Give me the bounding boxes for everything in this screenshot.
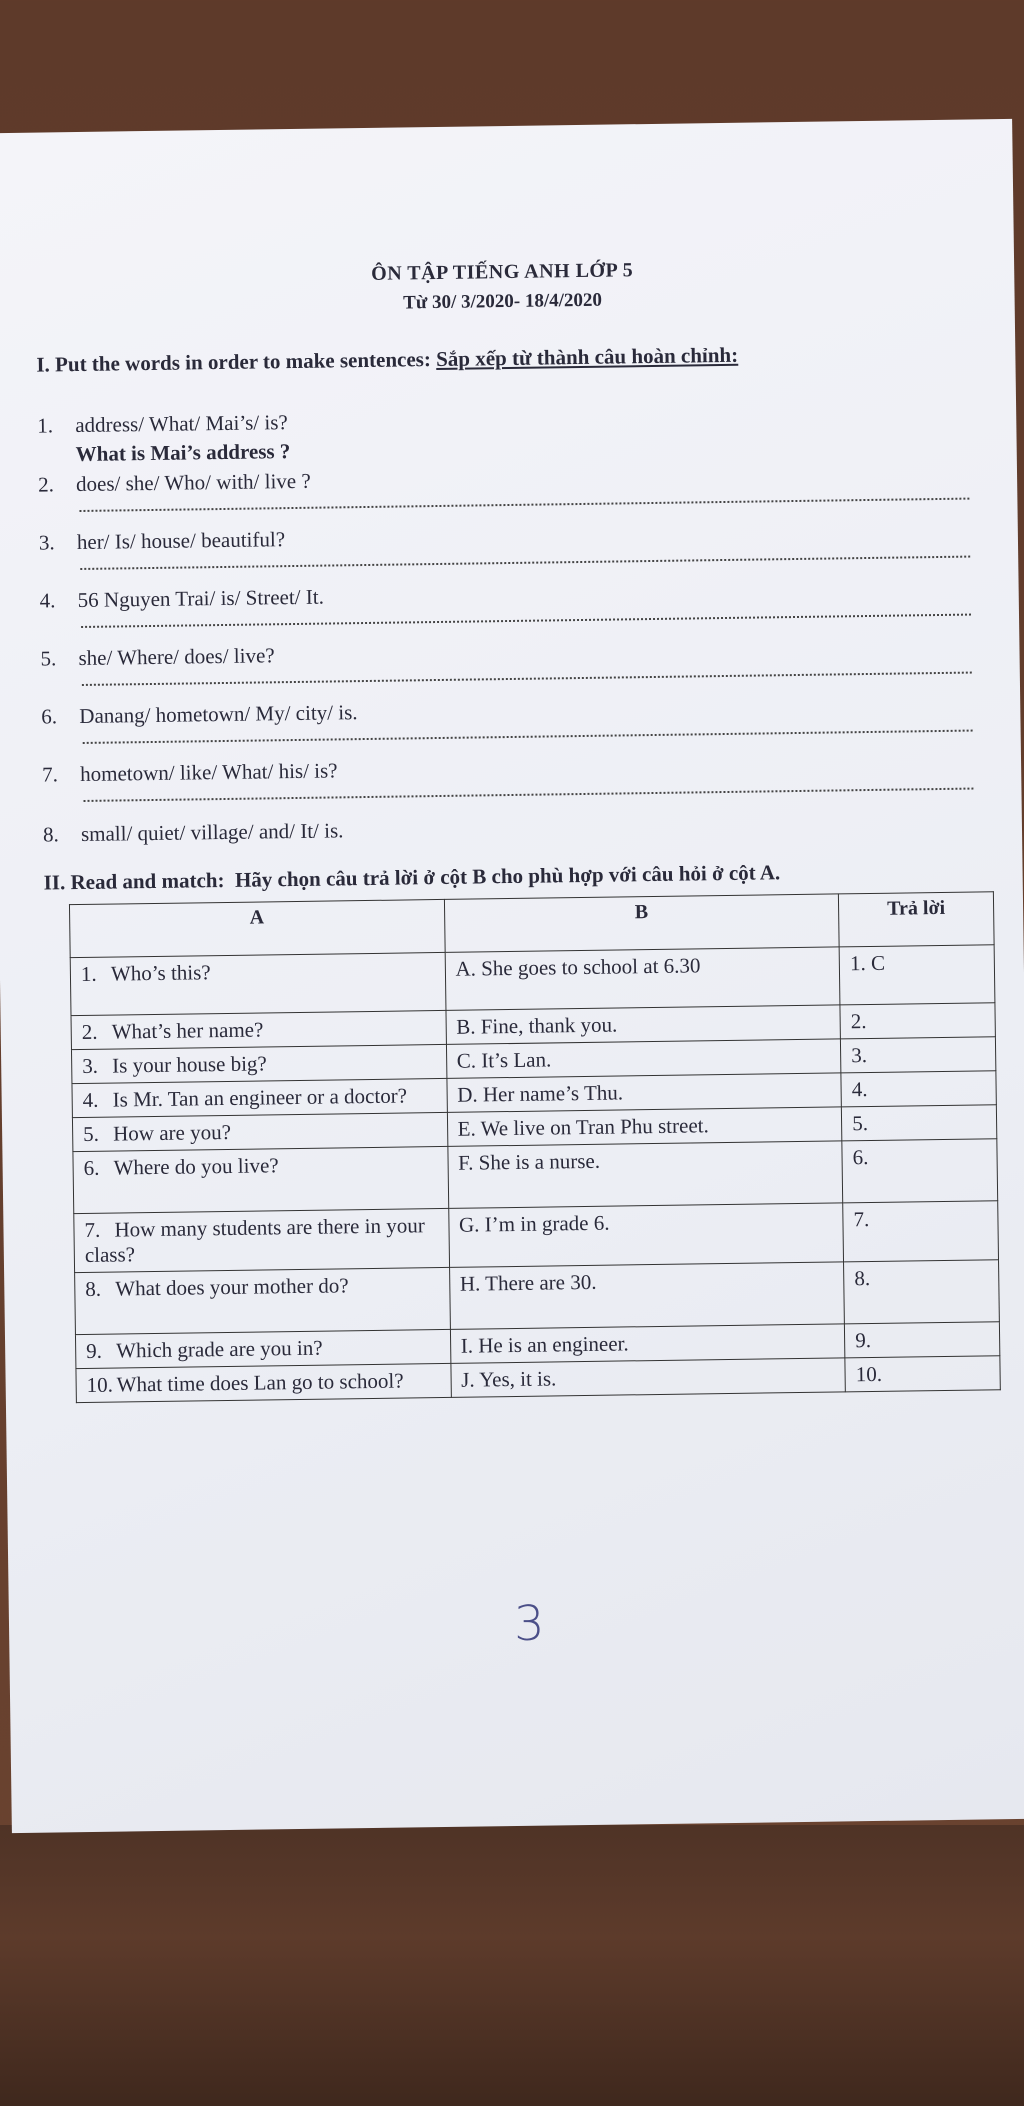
question-text: What time does Lan go to school? xyxy=(116,1368,404,1397)
item-text: address/ What/ Mai’s/ is? xyxy=(75,410,288,438)
question-number: 1. xyxy=(80,961,97,987)
item-number: 6. xyxy=(41,704,58,729)
question-text: Where do you live? xyxy=(113,1153,279,1180)
answer-cell[interactable]: 2. xyxy=(840,1003,995,1039)
option-cell: E. We live on Tran Phu street. xyxy=(447,1107,842,1147)
section-2-heading-en: II. Read and match: xyxy=(43,868,225,895)
section-2-heading-vi: Hãy chọn câu trả lời ở cột B cho phù hợp với câu hỏi ở cột A. xyxy=(234,860,781,892)
option-cell: C. It’s Lan. xyxy=(446,1039,841,1079)
item-text: she/ Where/ does/ live? xyxy=(78,643,275,671)
answer-line[interactable] xyxy=(81,614,971,628)
option-cell: D. Her name’s Thu. xyxy=(447,1073,842,1113)
question-cell xyxy=(74,1208,449,1272)
list-item xyxy=(40,585,324,614)
item-number: 4. xyxy=(39,588,56,613)
item-number: 7. xyxy=(41,762,59,787)
list-item xyxy=(40,643,274,671)
answer-cell[interactable]: 4. xyxy=(841,1071,996,1107)
answer-line[interactable] xyxy=(84,788,974,802)
item-number: 5. xyxy=(40,646,57,671)
question-text: Which grade are you in? xyxy=(116,1335,323,1363)
item-number: 3. xyxy=(38,530,55,555)
list-item xyxy=(39,527,286,555)
question-number: 10. xyxy=(86,1372,114,1397)
desk-surface xyxy=(0,1825,1024,2106)
question-cell xyxy=(75,1267,450,1334)
example-answer: What is Mai’s address ? xyxy=(75,439,291,467)
question-number: 8. xyxy=(85,1276,102,1301)
list-item xyxy=(43,818,344,847)
question-cell xyxy=(73,1146,448,1213)
answer-cell[interactable]: 10. xyxy=(845,1356,1000,1392)
answer-cell[interactable]: 5. xyxy=(842,1105,997,1141)
option-cell: I. He is an engineer. xyxy=(450,1324,845,1364)
item-text: small/ quiet/ village/ and/ It/ is. xyxy=(80,818,344,847)
option-cell: H. There are 30. xyxy=(449,1262,844,1330)
answer-line[interactable] xyxy=(80,556,970,570)
question-cell xyxy=(75,1329,450,1368)
worksheet-title: ÔN TẬP TIẾNG ANH LỚP 5 xyxy=(371,259,634,285)
question-cell xyxy=(71,1044,446,1083)
question-cell xyxy=(72,1078,447,1117)
answer-cell[interactable]: 8. xyxy=(844,1260,1000,1324)
list-item xyxy=(37,410,288,438)
answer-column-header: Trả lời xyxy=(839,892,995,947)
item-number: 2. xyxy=(37,472,55,497)
question-number: 9. xyxy=(86,1338,103,1363)
question-cell xyxy=(72,1112,447,1151)
answer-cell[interactable]: 7. xyxy=(843,1201,999,1262)
question-cell xyxy=(70,952,445,1015)
item-number: 8. xyxy=(42,822,59,847)
section-2-heading xyxy=(43,857,983,895)
item-text: her/ Is/ house/ beautiful? xyxy=(76,527,286,555)
question-number: 3. xyxy=(82,1053,99,1079)
date-range: Từ 30/ 3/2020- 18/4/2020 xyxy=(403,289,603,314)
question-cell xyxy=(76,1363,451,1402)
handwritten-page-number: 3 xyxy=(513,1595,545,1653)
option-cell: J. Yes, it is. xyxy=(450,1358,845,1398)
question-text: Is your house big? xyxy=(112,1051,267,1078)
list-item xyxy=(41,700,358,729)
list-item xyxy=(38,469,311,498)
match-table xyxy=(69,891,1001,1403)
section-1-heading-vi: Sắp xếp từ thành câu hoàn chỉnh: xyxy=(435,342,739,371)
column-a-header: A xyxy=(69,899,444,957)
question-text: How are you? xyxy=(112,1119,232,1146)
item-text: Danang/ hometown/ My/ city/ is. xyxy=(79,700,358,729)
question-text: What does your mother do? xyxy=(115,1273,349,1301)
question-number: 7. xyxy=(84,1217,101,1242)
item-number: 1. xyxy=(37,413,54,438)
section-1-heading xyxy=(36,339,976,377)
answer-cell[interactable]: 6. xyxy=(842,1139,998,1203)
answer-cell[interactable]: 3. xyxy=(841,1037,996,1073)
item-text: 56 Nguyen Trai/ is/ Street/ It. xyxy=(77,584,325,613)
answer-cell[interactable]: 9. xyxy=(845,1322,1000,1358)
item-text: does/ she/ Who/ with/ live ? xyxy=(75,468,311,497)
answer-cell[interactable]: 1. C xyxy=(839,945,995,1005)
answer-line[interactable] xyxy=(82,672,972,686)
question-number: 5. xyxy=(82,1121,100,1147)
answer-line[interactable] xyxy=(83,730,973,744)
question-text: Is Mr. Tan an engineer or a doctor? xyxy=(112,1083,408,1112)
item-text: hometown/ like/ What/ his/ is? xyxy=(79,758,338,787)
option-cell: A. She goes to school at 6.30 xyxy=(445,947,840,1011)
question-number: 4. xyxy=(82,1087,99,1113)
question-number: 6. xyxy=(83,1155,100,1180)
list-item xyxy=(42,758,338,787)
question-text: Who’s this? xyxy=(110,960,211,986)
column-b-header: B xyxy=(444,894,839,953)
question-number: 2. xyxy=(81,1019,98,1045)
question-text: What’s her name? xyxy=(111,1017,264,1044)
question-cell xyxy=(71,1010,446,1049)
option-cell: G. I’m in grade 6. xyxy=(448,1203,843,1268)
option-cell: F. She is a nurse. xyxy=(447,1141,842,1209)
question-text: How many students are there in your class? xyxy=(84,1213,425,1267)
answer-line[interactable] xyxy=(79,498,969,512)
option-cell: B. Fine, thank you. xyxy=(446,1005,841,1045)
section-1-heading-en: I. Put the words in order to make sentences: xyxy=(36,347,432,377)
worksheet-page xyxy=(0,119,1024,1833)
